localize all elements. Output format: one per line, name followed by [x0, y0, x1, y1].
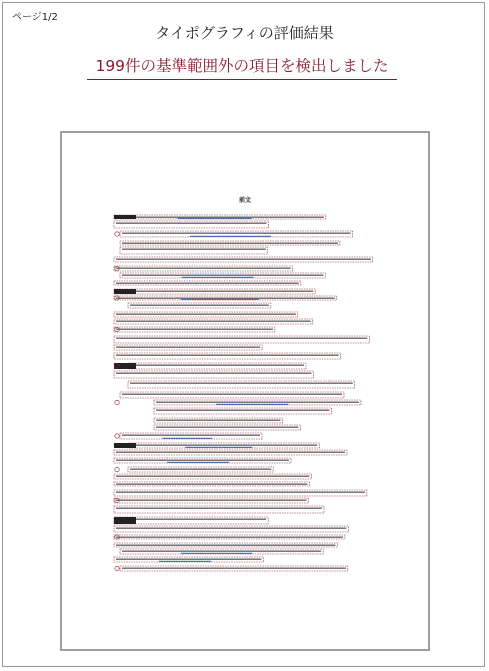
flagged-underline [216, 404, 288, 405]
document-text-line [116, 484, 307, 485]
section-heading-mark [114, 215, 136, 219]
flagged-item-box [114, 517, 268, 524]
document-text-line [122, 275, 323, 276]
list-marker-circle [115, 566, 119, 570]
document-text-line [116, 373, 311, 374]
document-text-line [156, 410, 329, 411]
flagged-item-box [128, 363, 306, 369]
document-text-line [122, 394, 342, 395]
flagged-underline [181, 299, 259, 300]
page-indicator: ページ1/2 [12, 12, 58, 23]
flagged-item-box [114, 221, 269, 228]
document-text-line [116, 537, 343, 538]
result-message: 199件の基準範囲外の項目を検出しました [87, 54, 397, 80]
document-text-line [116, 329, 273, 330]
flagged-underline [190, 236, 271, 237]
flagged-item-box [120, 247, 268, 254]
section-heading-mark [114, 289, 136, 294]
document-text-line [116, 460, 289, 461]
document-text-line [116, 283, 299, 284]
section-heading-mark [114, 443, 136, 448]
document-text-line [116, 500, 307, 501]
document-text-line [116, 268, 291, 269]
document-text-line [116, 355, 339, 356]
flagged-item-box [114, 526, 348, 532]
document-text-line [122, 551, 321, 552]
flagged-underline [181, 553, 252, 554]
flagged-item-box [114, 490, 367, 496]
document-text-line [130, 365, 304, 366]
flagged-item-box [128, 381, 355, 388]
flagged-underline [159, 561, 211, 562]
list-marker-circle [115, 467, 119, 471]
flagged-text-overlay [62, 133, 428, 649]
list-marker-circle [115, 434, 119, 438]
document-text-line [116, 519, 266, 520]
flagged-item-box [120, 392, 344, 398]
document-text-line [122, 249, 266, 250]
flagged-item-box [154, 408, 331, 414]
flagged-item-box [114, 336, 369, 343]
document-text-line [122, 568, 346, 569]
document-text-line [130, 305, 269, 306]
document-text-line [122, 243, 338, 244]
document-text-line [116, 528, 346, 529]
document-text-line [130, 469, 271, 470]
document-text-line [156, 420, 280, 421]
document-text-line [116, 347, 260, 348]
document-heading: 前文 [238, 197, 251, 204]
document-text-line [116, 338, 367, 339]
document-text-line [116, 545, 335, 546]
document-text-line [116, 452, 345, 453]
document-text-line [122, 233, 351, 234]
document-preview [60, 131, 430, 651]
document-text-line [130, 383, 353, 384]
document-text-line [116, 291, 313, 292]
document-text-line [122, 435, 260, 436]
flagged-item-box [114, 506, 324, 513]
flagged-underline [163, 438, 213, 439]
list-marker-circle [115, 400, 119, 404]
document-text-line [116, 476, 309, 477]
document-text-line [116, 321, 311, 322]
flagged-item-box [114, 371, 313, 378]
document-text-line [130, 445, 317, 446]
document-text-line [116, 559, 261, 560]
document-text-line [156, 402, 359, 403]
flagged-underline [167, 462, 229, 463]
list-marker-circle [115, 232, 119, 236]
document-text-line [116, 259, 371, 260]
flagged-underline [185, 447, 252, 448]
flagged-underline [178, 218, 252, 219]
document-text-line [116, 508, 322, 509]
flagged-item-box [114, 353, 341, 359]
document-text-line [156, 427, 298, 428]
flagged-underline [182, 277, 254, 278]
document-text-line [116, 492, 365, 493]
document-text-line [116, 298, 335, 299]
page-title: タイポグラフィの評価結果 [155, 24, 334, 42]
document-text-line [116, 217, 324, 218]
section-heading-mark [114, 517, 136, 524]
document-text-line [116, 314, 296, 315]
document-text-line [116, 223, 267, 224]
